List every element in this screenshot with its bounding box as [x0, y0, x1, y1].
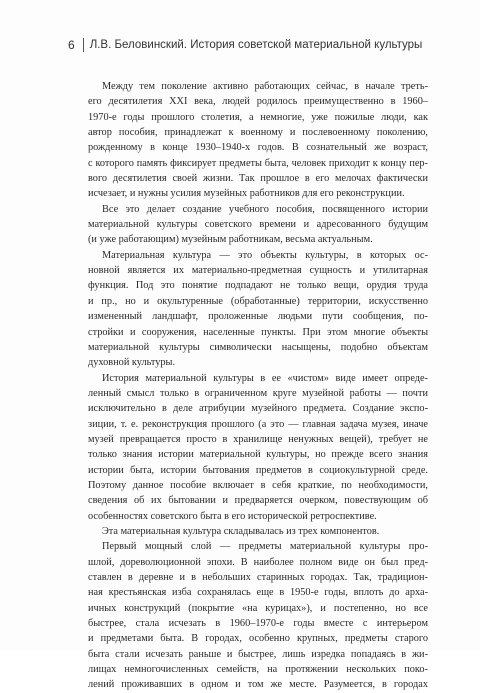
- text-line: 1970-е годы прошлого столетия, а немногие, уже пожилые люди, как: [88, 111, 428, 123]
- text-line: стройки и сооружения, населенные пункты. При этом многие объекты: [88, 326, 428, 338]
- text-line: Материальная культура — это объекты культуры, в которых ос-: [102, 249, 428, 261]
- text-line: Первый мощный слой — предметы материальной культуры про-: [102, 541, 428, 553]
- text-line: вого десятилетия своей жизни. Так прошлое в его мелочах фактически: [88, 173, 428, 185]
- text-line: истории быта, истории бытования предметов в социокультурной среде.: [88, 464, 428, 476]
- running-title: Л.В. Беловинский. История советской материальной культуры: [89, 39, 423, 51]
- text-line: шлой, дореволюционной эпохи. В наиболее полном виде он был пред-: [88, 556, 428, 568]
- text-line: особенностях советского быта в его исторической ретроспективе.: [88, 510, 377, 522]
- text-line: исключительно в деле атрибуции музейного предмета. Создание экспо-: [88, 403, 428, 415]
- text-line: ставлен в деревне и в небольших старинных городах. Так, традицион-: [88, 572, 428, 583]
- text-line: лищах немногочисленных семейств, на протяжении нескольких поко-: [88, 664, 428, 676]
- text-line: измененный ландшафт, проложенные людьми пути сообщения, по-: [88, 311, 428, 323]
- text-line: новной является их материально-предметная сущность и утилитарная: [88, 265, 428, 277]
- text-line: ленный смысл только в ограниченном круге музейной работы — почти: [88, 387, 428, 399]
- text-line: и предметами быта. В городах, особенно крупных, предметы старого: [88, 633, 428, 645]
- text-line: и пр., но и окультуренные (обработанные) территории, искусственно: [88, 295, 428, 307]
- body-text: [88, 79, 428, 693]
- text-line: Эта материальная культура складывалась из трех компонентов.: [102, 525, 380, 537]
- text-line: Все это делает создание учебного пособия, посвященного истории: [102, 203, 428, 215]
- header-divider: [83, 38, 84, 52]
- text-line: автор пособия, принадлежат к военному и послевоенному поколению,: [88, 127, 428, 139]
- text-line: его десятилетия XXI века, людей родилось преимущественно в 1960–: [88, 96, 428, 108]
- running-head: [68, 38, 422, 52]
- text-line: исчезает, и нужны усилия музейных работников для его реконструкции.: [88, 188, 405, 200]
- text-line: рожденному в конце 1930–1940-х годов. В сознательный же возраст,: [88, 142, 428, 154]
- text-line: функция. Под это понятие подпадают не только вещи, орудия труда: [88, 280, 428, 292]
- page-number: 6: [68, 38, 75, 52]
- text-line: материальной культуры советского времени и адресованного будущим: [88, 219, 428, 231]
- text-line: ная крестьянская изба сохранялась еще в 1950-е годы, вплоть до арха-: [88, 587, 428, 599]
- text-line: Поэтому данное пособие включает в себя краткие, по необходимости,: [88, 479, 428, 491]
- text-line: материальной культуры символически насыщены, подобно объектам: [88, 341, 428, 353]
- text-line: музей превращается просто в хранилище ненужных вещей), требует не: [88, 433, 428, 445]
- text-line: зиции, т. е. реконструкция прошлого (а это — главная задача музея, иначе: [88, 418, 428, 430]
- text-line: с которого память фиксирует предметы быта, человек приходит к концу пер-: [88, 157, 428, 169]
- text-line: духовной культуры.: [88, 357, 176, 369]
- text-line: История материальной культуры в ее «чистом» виде имеет опреде-: [102, 372, 428, 384]
- text-line: быта стали исчезать раньше и быстрее, лишь изредка попадаясь в жи-: [88, 648, 428, 660]
- text-line: быстрее, стала исчезать в 1960–1970-е годы вместе с интерьером: [88, 618, 428, 630]
- text-line: (и уже работающим) музейным работникам, весьма актуальным.: [88, 234, 373, 246]
- text-line: ичных конструкций (покрытие «на курицах»), и постепенно, но все: [88, 602, 428, 614]
- text-line: сведения об их бытовании и предваряется очерком, повествующим об: [88, 495, 428, 507]
- text-line: только знания истории материальной культуры, но прежде всего знания: [88, 449, 428, 461]
- text-line: Между тем поколение активно работающих сейчас, в начале треть-: [102, 81, 428, 92]
- text-line: лений проживавших в одном и том же месте. Разумеется, в городах: [88, 679, 428, 691]
